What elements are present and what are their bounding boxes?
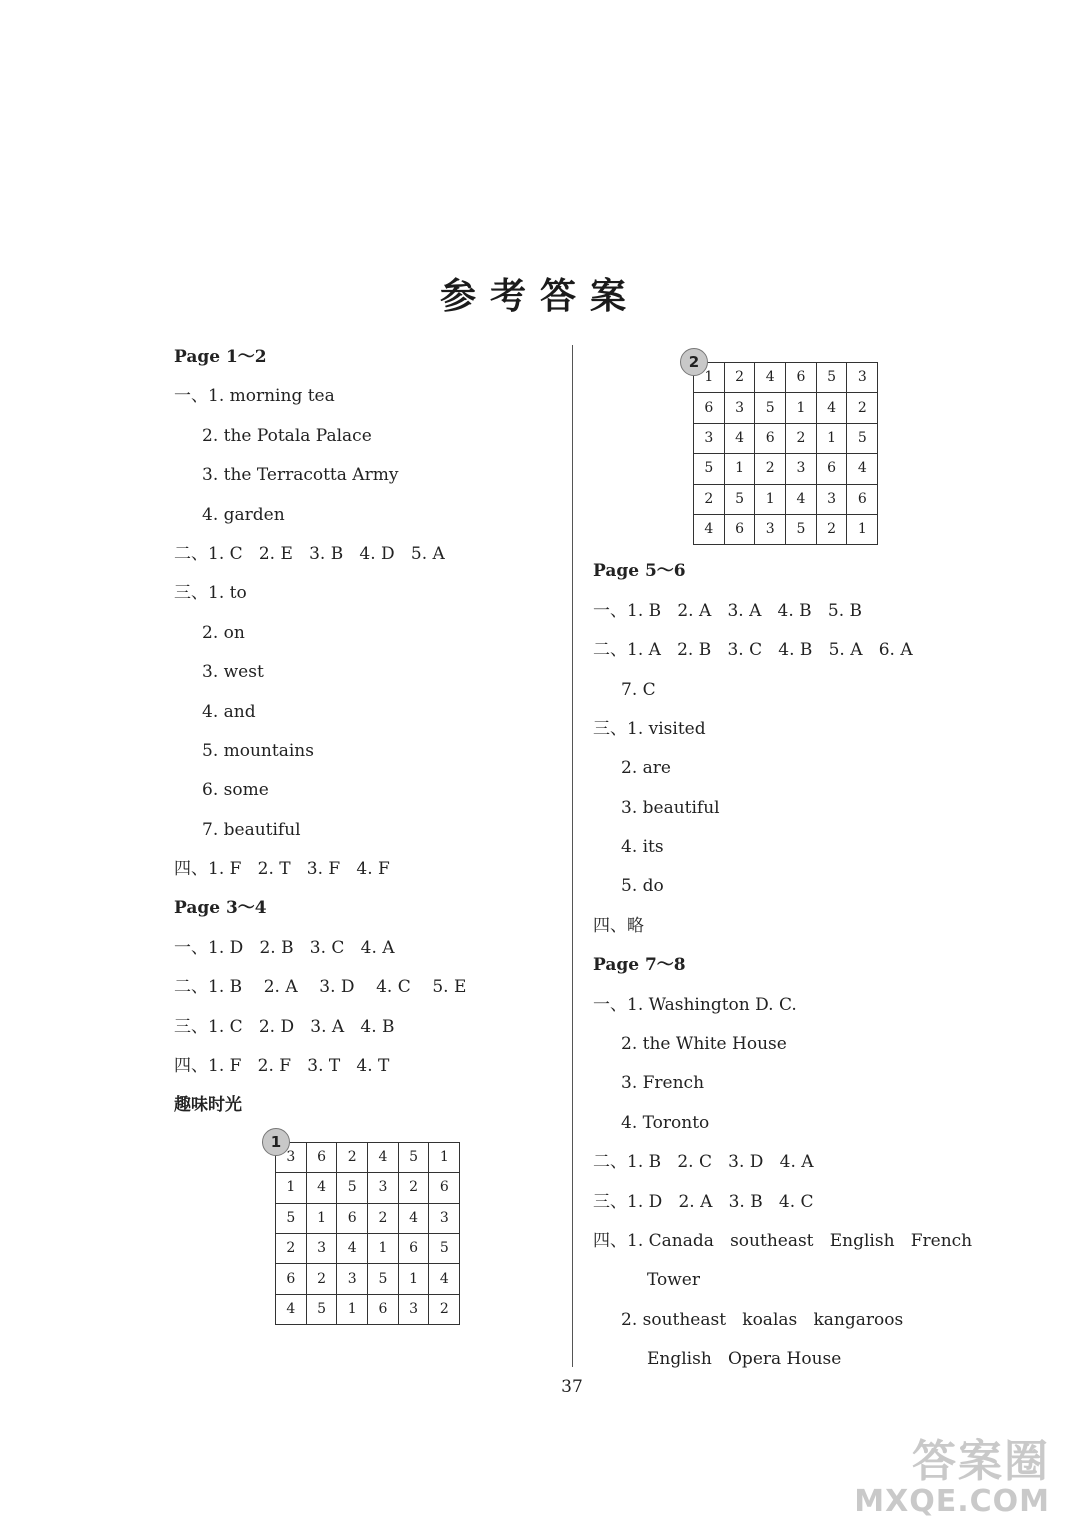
answer-line: 二、1. C 2. E 3. B 4. D 5. A [174, 543, 445, 564]
grid-cell: 3 [694, 423, 725, 453]
section-heading-page-3-4: Page 3～4 [174, 898, 267, 919]
answer-line: 一、1. B 2. A 3. A 4. B 5. B [593, 600, 862, 621]
grid-cell: 3 [306, 1233, 337, 1263]
grid-cell: 1 [724, 454, 755, 484]
watermark [854, 1438, 1050, 1518]
answer-line: 2. southeast koalas kangaroos [621, 1309, 904, 1330]
grid-row [694, 484, 878, 514]
answer-line: 3. the Terracotta Army [202, 465, 399, 486]
grid-row [276, 1142, 460, 1172]
grid-row [694, 454, 878, 484]
answer-line: 二、1. B 2. A 3. D 4. C 5. E [174, 977, 467, 998]
answer-line: 三、1. D 2. A 3. B 4. C [593, 1191, 814, 1212]
grid-cell: 2 [398, 1173, 429, 1203]
grid-cell: 1 [306, 1203, 337, 1233]
grid-cell: 6 [429, 1173, 460, 1203]
grid-row [276, 1233, 460, 1263]
grid-cell: 2 [368, 1203, 399, 1233]
page-number: 37 [561, 1377, 583, 1397]
answer-line: 一、1. Washington D. C. [593, 994, 797, 1015]
grid-cell: 4 [276, 1294, 307, 1324]
grid-cell: 1 [337, 1294, 368, 1324]
grid-row [276, 1203, 460, 1233]
grid-cell: 1 [786, 393, 817, 423]
grid-cell: 4 [429, 1264, 460, 1294]
answer-line: 3. west [202, 662, 264, 683]
grid-cell: 3 [398, 1294, 429, 1324]
grid-cell: 1 [429, 1142, 460, 1172]
grid-table [275, 1142, 460, 1325]
answer-line: 2. on [202, 622, 245, 643]
grid-cell: 3 [755, 514, 786, 544]
grid-cell: 6 [724, 514, 755, 544]
grid-cell: 6 [816, 454, 847, 484]
grid-cell: 2 [816, 514, 847, 544]
answer-line: 一、1. D 2. B 3. C 4. A [174, 937, 395, 958]
grid-cell: 3 [786, 454, 817, 484]
grid-cell: 3 [368, 1173, 399, 1203]
answer-line: 三、1. C 2. D 3. A 4. B [174, 1016, 395, 1037]
grid-cell: 1 [755, 484, 786, 514]
grid-cell: 5 [276, 1203, 307, 1233]
grid-cell: 4 [398, 1203, 429, 1233]
grid-cell: 5 [847, 423, 878, 453]
grid-row [276, 1173, 460, 1203]
grid-cell: 1 [816, 423, 847, 453]
grid-cell: 4 [724, 423, 755, 453]
grid-cell: 2 [276, 1233, 307, 1263]
grid-cell: 4 [694, 514, 725, 544]
grid-cell: 2 [724, 363, 755, 393]
grid-cell: 3 [429, 1203, 460, 1233]
answer-line: 四、1. F 2. T 3. F 4. F [174, 859, 390, 880]
answer-line: 四、1. F 2. F 3. T 4. T [174, 1056, 390, 1077]
grid-cell: 3 [816, 484, 847, 514]
grid-cell: 2 [755, 454, 786, 484]
grid-cell: 6 [755, 423, 786, 453]
watermark-logo-text: 答案圈 [912, 1436, 1050, 1487]
grid-row [694, 514, 878, 544]
answer-line: 5. do [621, 876, 664, 897]
grid-cell: 6 [368, 1294, 399, 1324]
grid-cell: 4 [306, 1173, 337, 1203]
answer-line: 4. its [621, 837, 664, 858]
grid-cell: 3 [276, 1142, 307, 1172]
answer-line: 4. garden [202, 504, 285, 525]
section-heading-fun-time: 趣味时光 [174, 1095, 242, 1116]
grid-cell: 2 [786, 423, 817, 453]
grid-cell: 4 [847, 454, 878, 484]
grid-cell: 1 [398, 1264, 429, 1294]
answer-line: 2. are [621, 758, 671, 779]
answer-line: 三、1. visited [593, 718, 706, 739]
grid-row [276, 1264, 460, 1294]
answer-line: 三、1. to [174, 583, 247, 604]
answer-line: 四、略 [593, 915, 644, 936]
grid-cell: 6 [337, 1203, 368, 1233]
grid-row [694, 423, 878, 453]
grid-cell: 2 [694, 484, 725, 514]
answer-line: 3. beautiful [621, 797, 720, 818]
grid-cell: 6 [306, 1142, 337, 1172]
grid-cell: 5 [306, 1294, 337, 1324]
grid-cell: 1 [368, 1233, 399, 1263]
right-column [593, 338, 993, 1380]
grid-cell: 5 [398, 1142, 429, 1172]
column-divider [572, 345, 573, 1367]
section-heading-page-1-2: Page 1～2 [174, 347, 267, 367]
grid-cell: 5 [368, 1264, 399, 1294]
answer-line: 4. Toronto [621, 1112, 710, 1133]
grid-cell: 5 [816, 363, 847, 393]
grid-cell: 6 [694, 393, 725, 423]
section-heading-page-7-8: Page 7～8 [593, 955, 686, 976]
page-title: 参考答案 [439, 276, 640, 317]
section-heading-page-5-6: Page 5～6 [593, 561, 686, 582]
answer-line: 一、1. morning tea [174, 386, 335, 407]
sudoku-grid-2 [688, 353, 883, 545]
grid-number-badge: 1 [262, 1128, 290, 1156]
grid-cell: 2 [429, 1294, 460, 1324]
grid-row [276, 1294, 460, 1324]
grid-cell: 6 [847, 484, 878, 514]
answer-line: 4. and [202, 701, 256, 722]
grid-cell: 3 [847, 363, 878, 393]
answer-line: 二、1. A 2. B 3. C 4. B 5. A 6. A [593, 640, 913, 661]
grid-cell: 6 [276, 1264, 307, 1294]
grid-cell: 1 [276, 1173, 307, 1203]
answer-line: 四、1. Canada southeast English French [593, 1230, 973, 1251]
sudoku-grid-1 [270, 1132, 465, 1325]
grid-table [693, 362, 878, 545]
grid-cell: 5 [694, 454, 725, 484]
answer-line: 5. mountains [202, 740, 314, 761]
grid-cell: 5 [724, 484, 755, 514]
grid-cell: 4 [816, 393, 847, 423]
grid-cell: 5 [755, 393, 786, 423]
grid-cell: 1 [694, 363, 725, 393]
answer-line: English Opera House [647, 1349, 842, 1370]
grid-cell: 4 [368, 1142, 399, 1172]
watermark-url: MXQE.COM [854, 1484, 1050, 1519]
answer-line: 7. beautiful [202, 819, 301, 840]
grid-number-badge: 2 [680, 348, 708, 376]
answer-line: 3. French [621, 1073, 705, 1094]
answer-line: 二、1. B 2. C 3. D 4. A [593, 1152, 814, 1173]
grid-cell: 6 [398, 1233, 429, 1263]
grid-cell: 2 [306, 1264, 337, 1294]
grid-cell: 1 [847, 514, 878, 544]
answer-line: 7. C [621, 679, 656, 700]
grid-cell: 3 [337, 1264, 368, 1294]
grid-cell: 2 [847, 393, 878, 423]
grid-cell: 5 [337, 1173, 368, 1203]
answer-line: Tower [647, 1270, 700, 1291]
grid-cell: 4 [755, 363, 786, 393]
grid-cell: 5 [786, 514, 817, 544]
grid-row [694, 363, 878, 393]
left-column [174, 338, 534, 1325]
grid-cell: 3 [724, 393, 755, 423]
grid-cell: 4 [786, 484, 817, 514]
grid-cell: 5 [429, 1233, 460, 1263]
answer-line: 6. some [202, 780, 269, 801]
answer-line: 2. the Potala Palace [202, 425, 372, 446]
grid-cell: 6 [786, 363, 817, 393]
grid-cell: 4 [337, 1233, 368, 1263]
grid-row [694, 393, 878, 423]
grid-cell: 2 [337, 1142, 368, 1172]
answer-line: 2. the White House [621, 1034, 787, 1055]
